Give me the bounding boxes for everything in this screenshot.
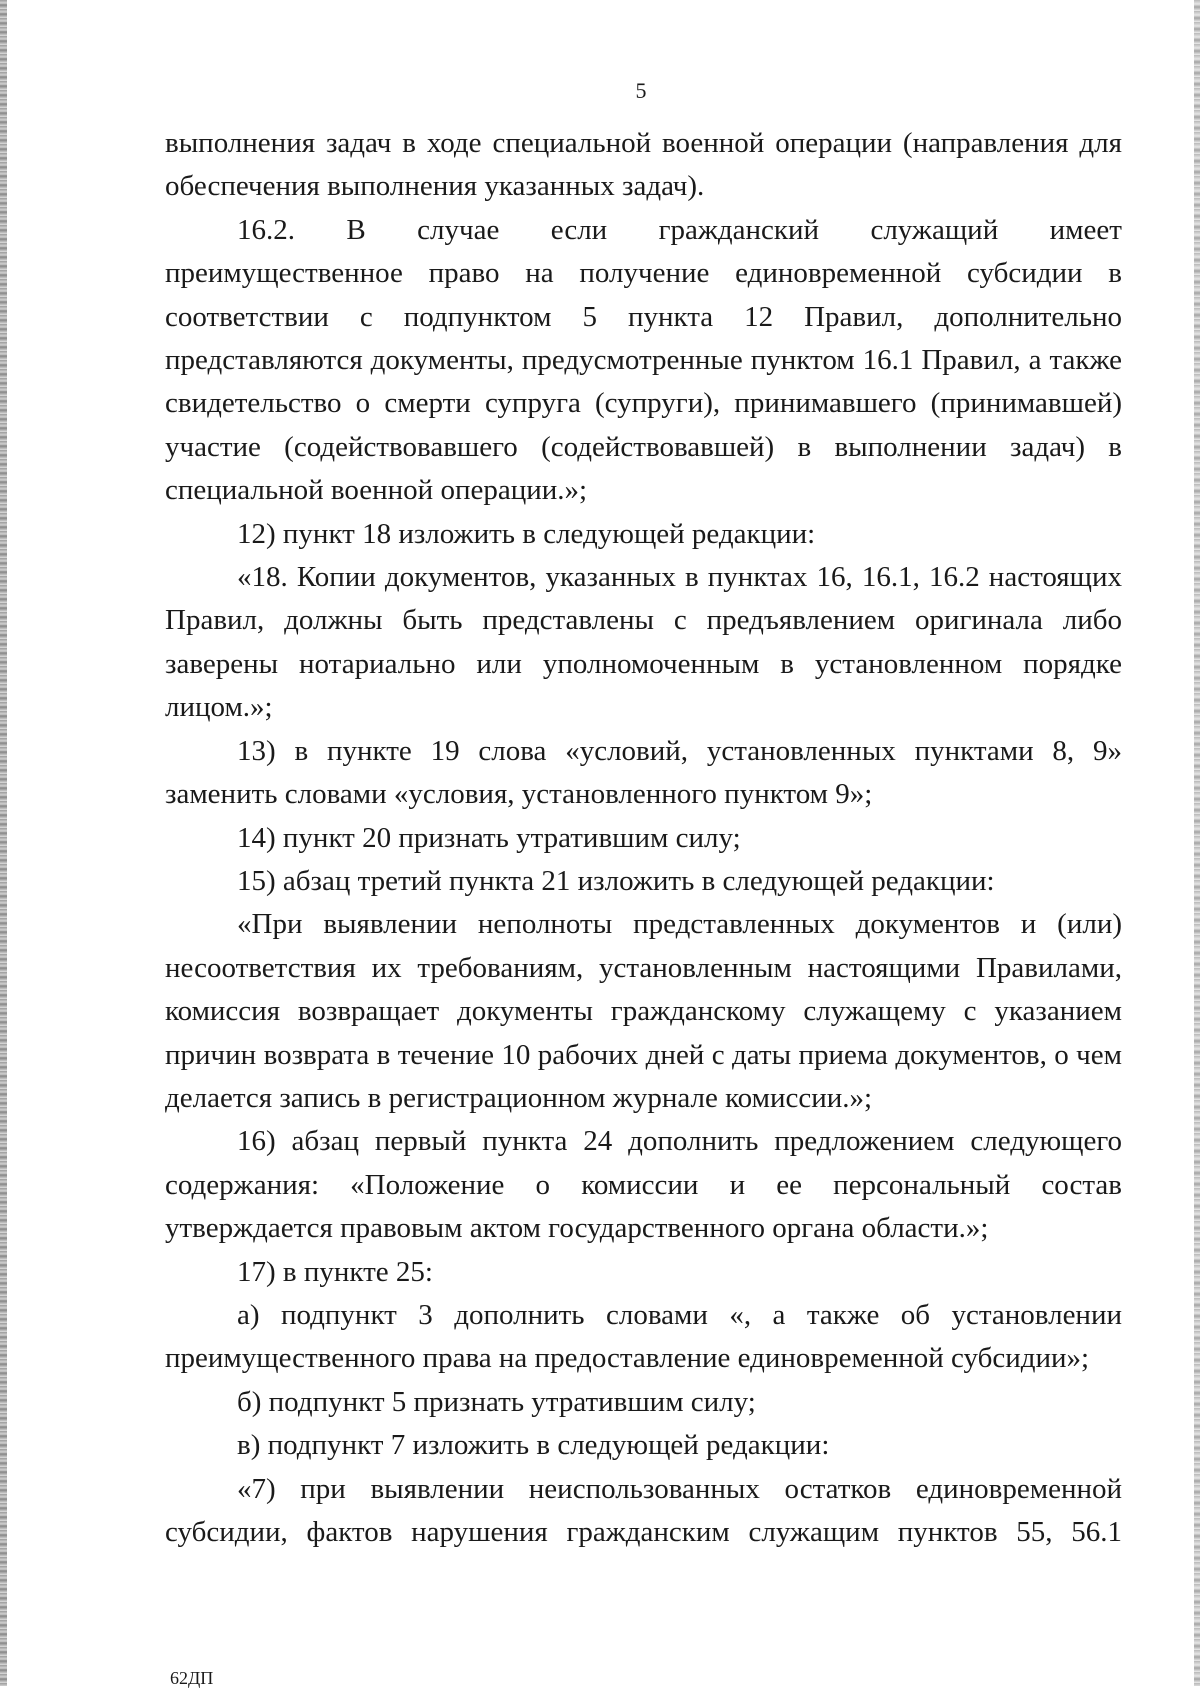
word: если [550, 213, 608, 246]
word: 16.2. [237, 213, 295, 246]
word: случае [417, 213, 500, 246]
word: гражданский [658, 213, 820, 246]
page-number: 5 [635, 78, 647, 103]
list-item-12: 12) пункт 18 изложить в следующей редакции: [237, 517, 816, 550]
paragraph-21-quote: «При выявлении неполноты представленных документов и (или) несоответствия их требованиям, установленным настоящими Правилами, комиссия возвращает документы гражданскому служащему с указанием причин возврата в течение 10 рабочих дней с даты приема документов, о чем делается запись в регистрационном журнале комиссии.»; [165, 908, 1122, 1114]
list-item-15: 15) абзац третий пункта 21 изложить в следующей редакции: [237, 864, 995, 897]
paragraph-16-2: преимущественное право на получение единовременной субсидии в соответствии с подпунктом 5 пункта 12 Правил, дополнительно представляются документы, предусмотренные пунктом 16.1 Правил, а также свидетельство о смерти супруга (супруги), принимавшего (принимавшей) участие (содействовавшего (содействовавшей) в выполнении задач) в специальной военной операции.»; [165, 257, 1122, 507]
word: имеет [1049, 213, 1122, 246]
list-item-16: 16) абзац первый пункта 24 дополнить предложением следующего содержания: «Положение о комиссии и ее персональный состав утверждается правовым актом государственного органа области.»; [165, 1125, 1122, 1245]
list-item-17: 17) в пункте 25: [237, 1255, 433, 1288]
list-item-14: 14) пункт 20 признать утратившим силу; [237, 821, 741, 854]
sub-item-b: б) подпункт 5 признать утратившим силу; [237, 1385, 756, 1418]
document-body [165, 122, 1122, 1554]
word: служащий [870, 213, 999, 246]
list-item-13: 13) в пункте 19 слова «условий, установленных пунктами 8, 9» заменить словами «условия, установленного пунктом 9»; [165, 734, 1122, 811]
paragraph-continuation: выполнения задач в ходе специальной военной операции (направления для обеспечения выполнения указанных задач). [165, 127, 1122, 203]
scan-edge-left [0, 0, 7, 1686]
paragraph-18-quote: «18. Копии документов, указанных в пунктах 16, 16.1, 16.2 настоящих Правил, должны быть представлены с предъявлением оригинала либо заверены нотариально или уполномоченным в установленном порядке лицом.»; [165, 561, 1122, 724]
sub-item-a: а) подпункт 3 дополнить словами «, а также об установлении преимущественного права на предоставление единовременной субсидии»; [165, 1298, 1122, 1375]
document-code: 62ДП [170, 1668, 214, 1688]
paragraph-16-2-first-line [165, 209, 1122, 252]
word: В [346, 213, 366, 246]
scan-edge-right [1194, 0, 1200, 1686]
paragraph-7-quote: «7) при выявлении неиспользованных остатков единовременной субсидии, фактов нарушения гражданским служащим пунктов 55, 56.1 [165, 1472, 1122, 1548]
sub-item-v: в) подпункт 7 изложить в следующей редакции: [237, 1429, 830, 1462]
